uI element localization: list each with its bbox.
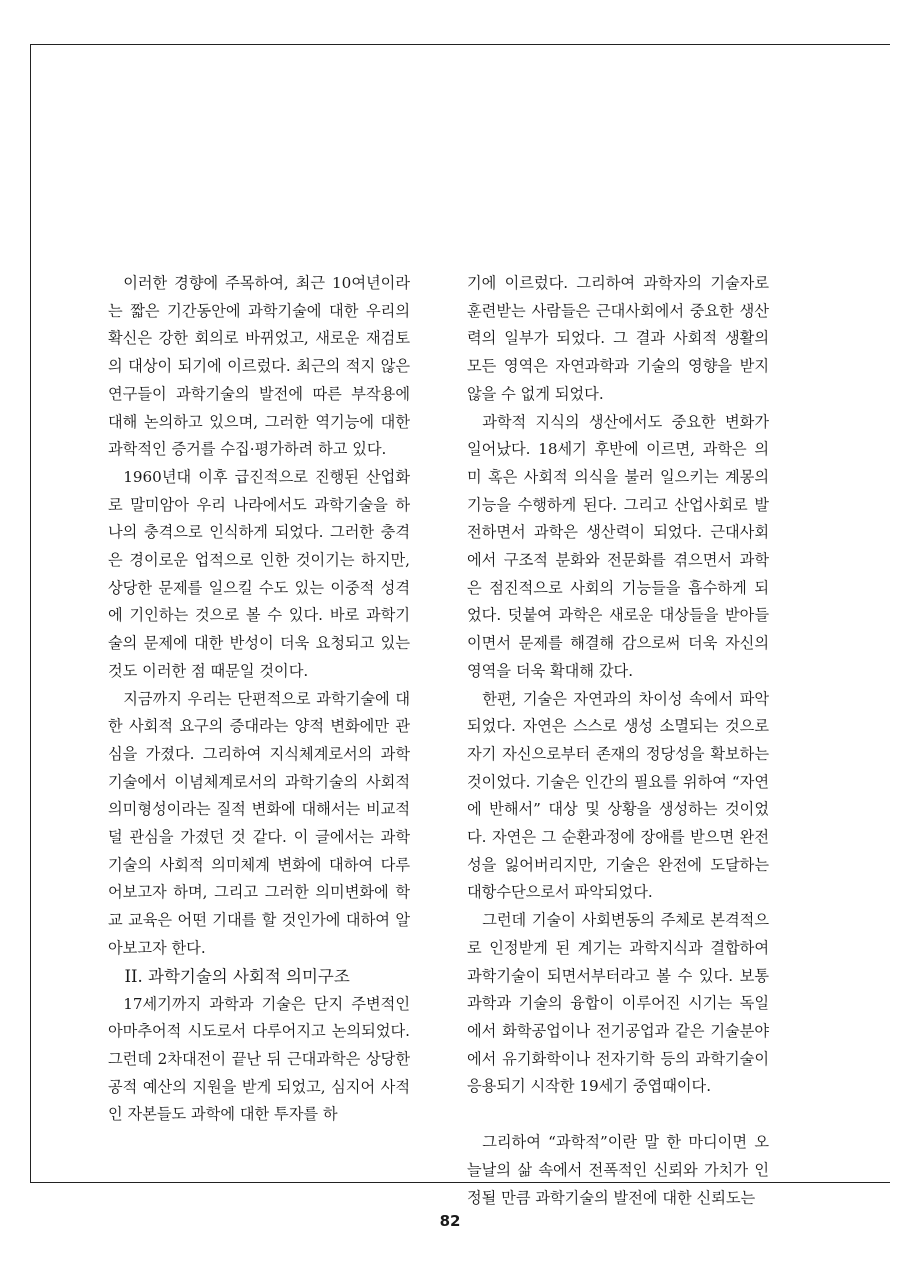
left-text-column [108,270,410,1129]
body-paragraph: 17세기까지 과학과 기술은 단지 주변적인 아마추어적 시도로서 다루어지고 논의되었다. 그런데 2차대전이 끝난 뒤 근대과학은 상당한 공적 예산의 지원을 받게 되었고, 심지어 사적인 자본들도 과학에 대한 투자를 하 [108,994,410,1124]
body-paragraph: 그리하여 “과학적”이란 말 한 마디이면 오늘날의 삶 속에서 전폭적인 신뢰와 가치가 인정될 만큼 과학기술의 발전에 대한 신뢰도는 [467,1133,769,1207]
right-text-column [467,270,769,1212]
left-border-rule [30,44,31,1182]
section-heading: II. 과학기술의 사회적 의미구조 [124,966,350,986]
top-border-rule [30,44,890,45]
body-paragraph: 1960년대 이후 급진적으로 진행된 산업화로 말미암아 우리 나라에서도 과학기술을 하나의 충격으로 인식하게 되었다. 그러한 충격은 경이로운 업적으로 인한 것이기는 하지만, 상당한 문제를 일으킬 수도 있는 이중적 성격에 기인하는 것으로 볼 수 있다. 바로 과학기술의 문제에 대한 반성이 더욱 요청되고 있는 것도 이러한 점 때문일 것이다. [108,467,410,680]
body-paragraph: 이러한 경향에 주목하여, 최근 10여년이라는 짧은 기간동안에 과학기술에 대한 우리의 확신은 강한 회의로 바뀌었고, 새로운 재검토의 대상이 되기에 이르렀다. 최근의 적지 않은 연구들이 과학기술의 발전에 따른 부작용에 대해 논의하고 있으며, 그러한 역기능에 대한 과학적인 증거를 수집·평가하려 하고 있다. [108,274,410,459]
body-paragraph: 과학적 지식의 생산에서도 중요한 변화가 일어났다. 18세기 후반에 이르면, 과학은 의미 혹은 사회적 의식을 불러 일으키는 계몽의 기능을 수행하게 된다. 그리고 산업사회로 발전하면서 과학은 생산력이 되었다. 근대사회에서 구조적 분화와 전문화를 겪으면서 과학은 점진적으로 사회의 기능들을 흡수하게 되었다. 덧붙여 과학은 새로운 대상들을 받아들이면서 문제를 해결해 감으로써 더욱 자신의 영역을 더욱 확대해 갔다. [467,412,769,680]
page-number: 82 [439,1212,461,1230]
body-paragraph: 한편, 기술은 자연과의 차이성 속에서 파악되었다. 자연은 스스로 생성 소멸되는 것으로 자기 자신으로부터 존재의 정당성을 확보하는 것이었다. 기술은 인간의 필요를 위하여 “자연에 반해서” 대상 및 상황을 생성하는 것이었다. 자연은 그 순환과정에 장애를 받으면 완전성을 잃어버리지만, 기술은 완전에 도달하는 대항수단으로서 파악되었다. [467,689,769,902]
continued-paragraph: 기에 이르렀다. 그리하여 과학자의 기술자로 훈련받는 사람들은 근대사회에서 중요한 생산력의 일부가 되었다. 그 결과 사회적 생활의 모든 영역은 자연과학과 기술의 영향을 받지 않을 수 없게 되었다. [467,274,769,403]
body-paragraph: 지금까지 우리는 단편적으로 과학기술에 대한 사회적 요구의 증대라는 양적 변화에만 관심을 가졌다. 그리하여 지식체계로서의 과학기술에서 이념체계로서의 과학기술의 사회적 의미형성이라는 질적 변화에 대해서는 비교적 덜 관심을 가졌던 것 같다. 이 글에서는 과학기술의 사회적 의미체계 변화에 대하여 다루어보고자 하며, 그리고 그러한 의미변화에 학교 교육은 어떤 기대를 할 것인가에 대하여 알아보고자 한다. [108,689,410,957]
body-paragraph: 그런데 기술이 사회변동의 주체로 본격적으로 인정받게 된 계기는 과학지식과 결합하여 과학기술이 되면서부터라고 볼 수 있다. 보통 과학과 기술의 융합이 이루어진 시기는 독일에서 화학공업이나 전기공업과 같은 기술분야에서 유기화학이나 전자기학 등의 과학기술이 응용되기 시작한 19세기 중엽때이다. [467,911,769,1096]
paragraph-gap [467,1101,769,1129]
